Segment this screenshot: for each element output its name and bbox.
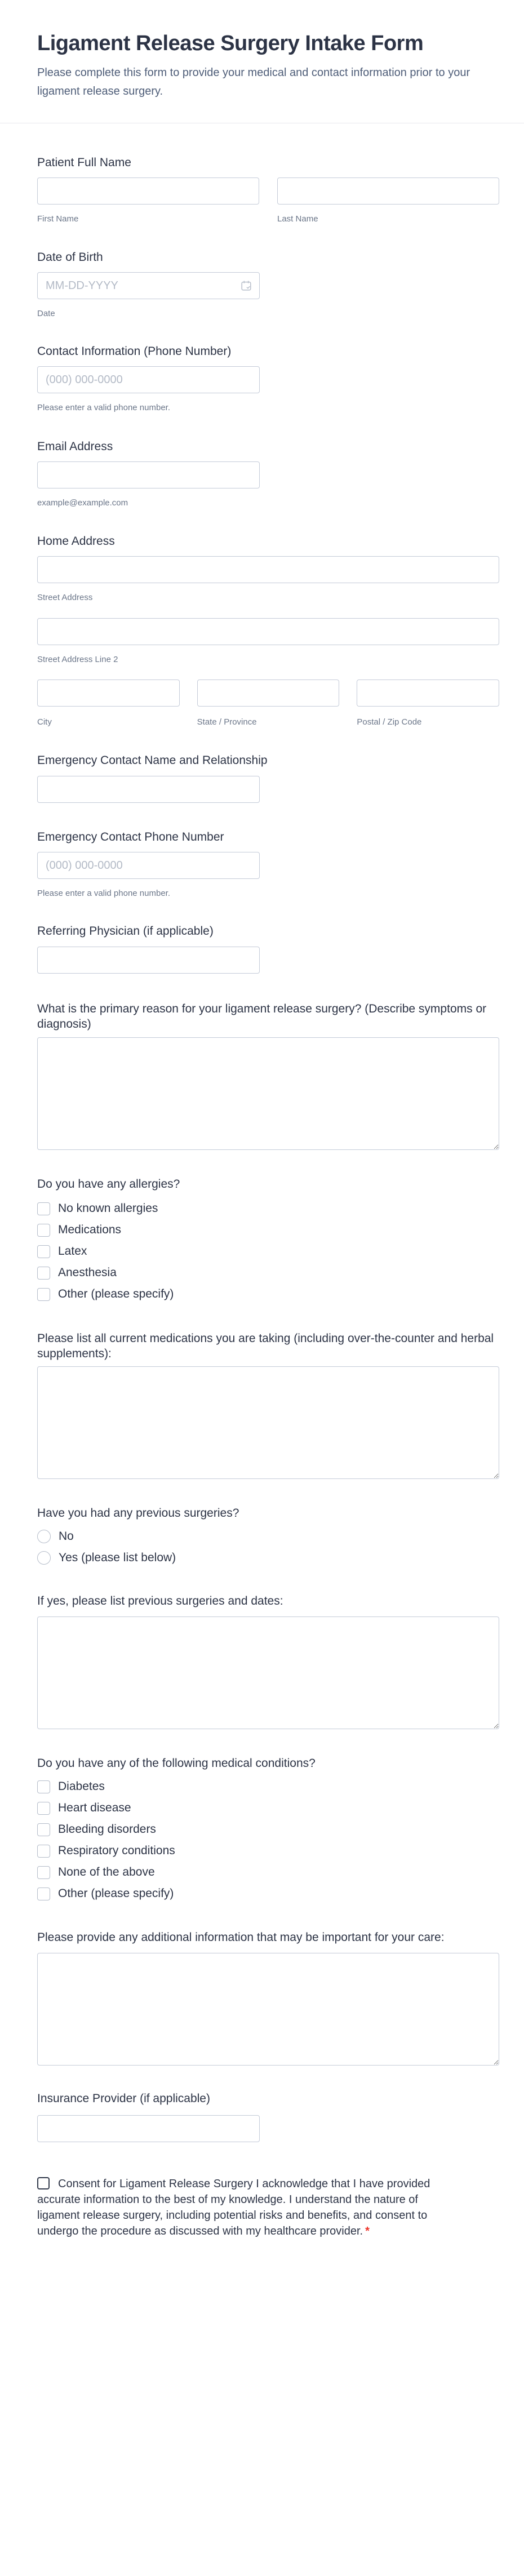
emergency-name-input[interactable] (37, 776, 260, 803)
medical-conditions-option[interactable] (37, 1823, 499, 1836)
field-allergies (37, 1178, 499, 1301)
allergies-option[interactable] (37, 1287, 499, 1301)
medical-conditions-option[interactable] (37, 1887, 499, 1900)
field-additional-info (37, 1931, 499, 2066)
checkbox[interactable] (37, 1245, 50, 1258)
checkbox[interactable] (37, 1224, 50, 1237)
patient-name-label: Patient Full Name (37, 156, 131, 169)
field-emergency-contact-name (37, 754, 499, 803)
current-medications-textarea[interactable] (37, 1366, 499, 1479)
checkbox-label: Diabetes (58, 1780, 105, 1793)
checkbox[interactable] (37, 1288, 50, 1301)
zip-input[interactable] (357, 679, 499, 707)
field-phone (37, 345, 499, 412)
phone-input[interactable] (37, 366, 260, 393)
checkbox-label: Anesthesia (58, 1266, 117, 1279)
checkbox[interactable] (37, 1845, 50, 1858)
previous-surgeries-option[interactable] (37, 1551, 499, 1565)
medical-conditions-option[interactable] (37, 1844, 499, 1858)
checkbox-label: Other (please specify) (58, 1887, 174, 1900)
primary-reason-label: What is the primary reason for your ligament release surgery? (Describe symptoms or diagnosis) (37, 1002, 487, 1031)
field-insurance (37, 2093, 499, 2142)
insurance-input[interactable] (37, 2115, 260, 2142)
required-asterisk: * (365, 2225, 370, 2237)
previous-surgeries-label: Have you had any previous surgeries? (37, 1507, 239, 1520)
checkbox[interactable] (37, 1823, 50, 1836)
zip-sublabel: Postal / Zip Code (357, 717, 422, 727)
dob-label: Date of Birth (37, 251, 103, 264)
checkbox[interactable] (37, 1887, 50, 1900)
street-address2-input[interactable] (37, 618, 499, 645)
form-header (0, 0, 524, 101)
radio-label: No (59, 1530, 74, 1543)
emergency-phone-label: Emergency Contact Phone Number (37, 830, 224, 843)
referring-physician-input[interactable] (37, 947, 260, 974)
current-medications-label: Please list all current medications you are taking (including over-the-counter and herbal supplements): (37, 1332, 494, 1360)
medical-conditions-label: Do you have any of the following medical conditions? (37, 1757, 316, 1770)
field-emergency-contact-phone (37, 831, 499, 898)
state-input[interactable] (197, 679, 340, 707)
checkbox-label: Medications (58, 1223, 122, 1236)
city-input[interactable] (37, 679, 180, 707)
field-previous-surgeries (37, 1507, 499, 1565)
field-date-of-birth (37, 251, 499, 318)
medical-conditions-option[interactable] (37, 1866, 499, 1879)
radio-button[interactable] (37, 1551, 51, 1565)
consent-text (37, 2176, 437, 2239)
emergency-name-label: Emergency Contact Name and Relationship (37, 754, 268, 767)
surgeries-list-textarea[interactable] (37, 1616, 499, 1729)
state-sublabel: State / Province (197, 717, 257, 727)
field-primary-reason (37, 1001, 499, 1150)
field-consent (37, 2176, 499, 2239)
medical-conditions-option[interactable] (37, 1780, 499, 1793)
medical-conditions-option[interactable] (37, 1801, 499, 1815)
previous-surgeries-options (37, 1530, 499, 1565)
last-name-sublabel: Last Name (277, 214, 318, 224)
field-current-medications (37, 1331, 499, 1479)
allergies-option[interactable] (37, 1266, 499, 1280)
street-address-input[interactable] (37, 556, 499, 583)
first-name-input[interactable] (37, 177, 259, 205)
field-medical-conditions (37, 1757, 499, 1900)
checkbox[interactable] (37, 1866, 50, 1879)
dob-input[interactable] (37, 272, 260, 299)
street-address2-sublabel: Street Address Line 2 (37, 655, 118, 664)
field-referring-physician (37, 925, 499, 974)
checkbox[interactable] (37, 1202, 50, 1215)
form-title: Ligament Release Surgery Intake Form (37, 32, 424, 55)
checkbox[interactable] (37, 1267, 50, 1280)
form-description: Please complete this form to provide your medical and contact information prior to your ligament release surgery. (37, 66, 470, 97)
field-email (37, 441, 499, 507)
checkbox[interactable] (37, 1780, 50, 1793)
checkbox-label: Latex (58, 1245, 87, 1258)
email-label: Email Address (37, 440, 113, 453)
checkbox-label: Bleeding disorders (58, 1823, 156, 1836)
field-surgeries-list (37, 1595, 499, 1729)
surgeries-list-label: If yes, please list previous surgeries and dates: (37, 1595, 283, 1607)
checkbox-label: Respiratory conditions (58, 1844, 175, 1857)
radio-button[interactable] (37, 1530, 51, 1543)
checkbox-label: None of the above (58, 1866, 155, 1878)
street-address-sublabel: Street Address (37, 593, 93, 602)
email-input[interactable] (37, 461, 260, 488)
previous-surgeries-option[interactable] (37, 1530, 499, 1543)
primary-reason-textarea[interactable] (37, 1037, 499, 1150)
form-body (0, 157, 524, 2239)
allergies-option[interactable] (37, 1245, 499, 1258)
email-sublabel: example@example.com (37, 498, 128, 508)
field-home-address (37, 535, 499, 726)
allergies-option[interactable] (37, 1202, 499, 1215)
checkbox-label: Other (please specify) (58, 1287, 174, 1300)
last-name-input[interactable] (277, 177, 499, 205)
allergies-label: Do you have any allergies? (37, 1178, 180, 1191)
home-address-label: Home Address (37, 535, 115, 548)
emergency-phone-sublabel: Please enter a valid phone number. (37, 889, 170, 898)
checkbox-label: Heart disease (58, 1801, 131, 1814)
emergency-phone-input[interactable] (37, 852, 260, 879)
allergies-option[interactable] (37, 1223, 499, 1237)
additional-info-label: Please provide any additional information that may be important for your care: (37, 1931, 445, 1944)
referring-physician-label: Referring Physician (if applicable) (37, 925, 214, 938)
allergies-options (37, 1202, 499, 1301)
consent-label: Consent for Ligament Release Surgery I acknowledge that I have provided accurate information to the best of my knowledge. I understand the nature of ligament release surgery, including potential risks and benefits, and consent to undergo the procedure as discussed with my healthcare provider. (37, 2178, 430, 2237)
city-sublabel: City (37, 717, 52, 727)
checkbox[interactable] (37, 1802, 50, 1815)
radio-label: Yes (please list below) (59, 1551, 176, 1564)
dob-sublabel: Date (37, 309, 55, 318)
calendar-check-icon[interactable] (240, 279, 252, 292)
consent-checkbox[interactable] (37, 2177, 50, 2189)
phone-sublabel: Please enter a valid phone number. (37, 403, 170, 412)
insurance-label: Insurance Provider (if applicable) (37, 2092, 210, 2105)
first-name-sublabel: First Name (37, 214, 79, 224)
medical-conditions-options (37, 1780, 499, 1900)
additional-info-textarea[interactable] (37, 1953, 499, 2066)
phone-label: Contact Information (Phone Number) (37, 345, 232, 358)
checkbox-label: No known allergies (58, 1202, 158, 1215)
field-patient-name (37, 157, 499, 223)
